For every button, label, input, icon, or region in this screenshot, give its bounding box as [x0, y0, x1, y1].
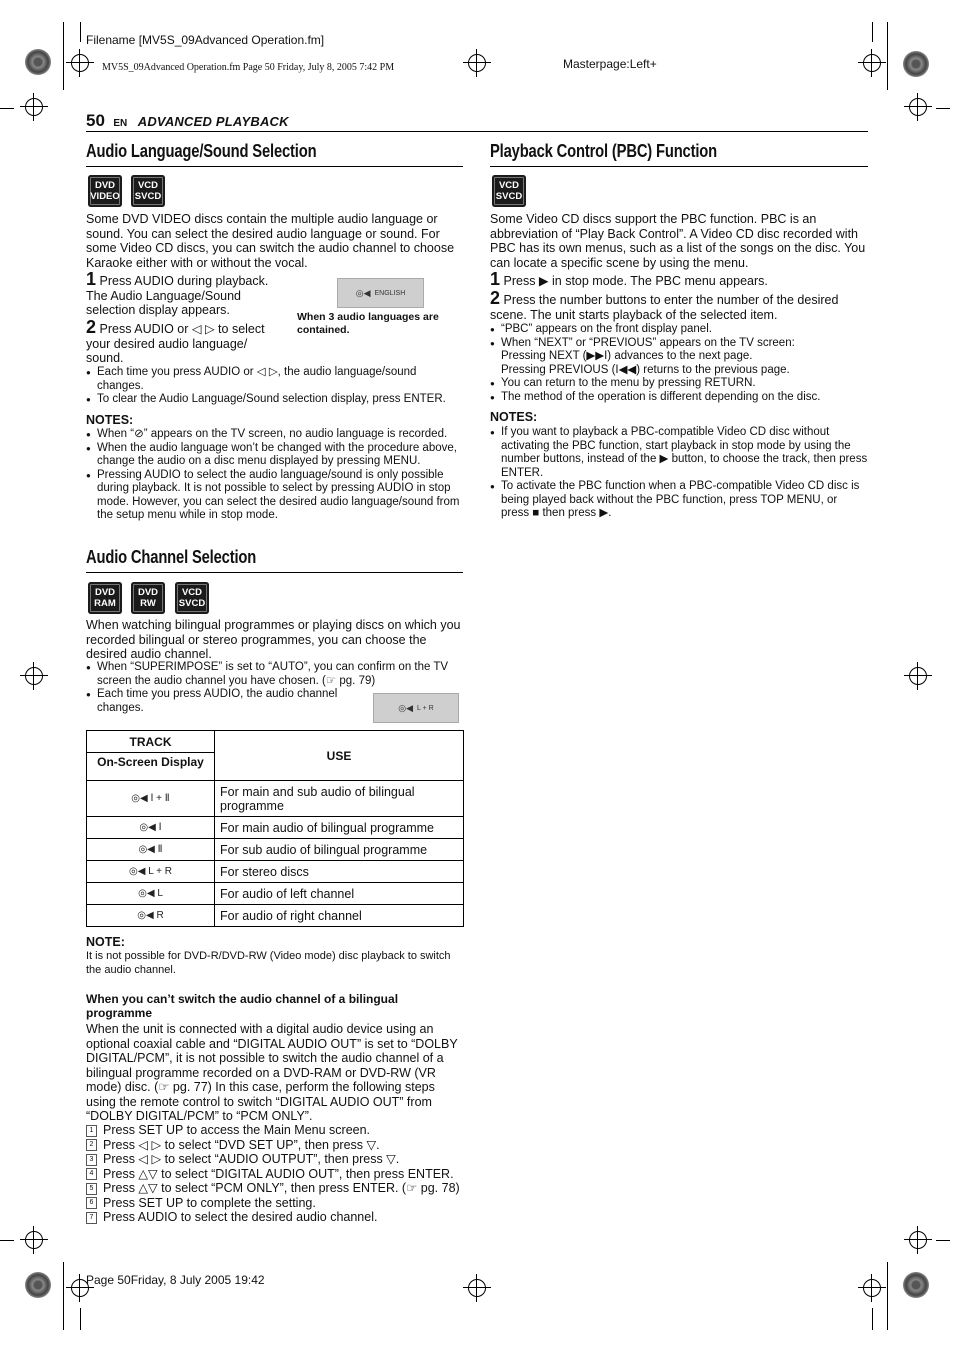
list-item: ● The method of the operation is different depending on the disc.: [490, 391, 868, 405]
table-header-use: USE: [215, 731, 464, 781]
note-text: It is not possible for DVD-R/DVD-RW (Video mode) disc playback to switch the audio channel.: [86, 950, 451, 976]
list-item: ● When “SUPERIMPOSE” is set to “AUTO”, you can confirm on the TV screen the audio channel you have chosen. (☞ pg. 79): [86, 661, 463, 688]
crosshair-icon: [20, 93, 48, 121]
section-title: Playback Control (PBC) Function: [490, 141, 717, 161]
step-1: 1 Press ▶ in stop mode. The PBC menu appears.: [490, 269, 768, 289]
dvd-ram-badge: DVD RAM: [88, 582, 122, 614]
vcd-svcd-badge: VCD SVCD: [175, 582, 209, 614]
next-instruction: Pressing NEXT (▶▶I) advances to the next page.: [501, 350, 753, 362]
crop-mark: [936, 108, 950, 109]
table-header-track: TRACK: [87, 731, 215, 753]
table-row: ◎◀ L + R For stereo discs: [87, 861, 464, 883]
crop-mark: [887, 22, 888, 90]
list-item: ● Each time you press AUDIO or ◁ ▷, the audio language/sound changes.: [86, 366, 463, 393]
crosshair-icon: [904, 93, 932, 121]
procedure-step: 7 Press AUDIO to select the desired audio channel.: [86, 1210, 463, 1225]
speaker-icon: ◎◀: [137, 910, 157, 921]
bullet-list: [86, 366, 463, 407]
speaker-icon: ◎◀: [398, 702, 414, 713]
step-2: 2 Press AUDIO or ◁ ▷ to select your desired audio language/ sound.: [86, 317, 265, 365]
crosshair-icon: [66, 49, 94, 77]
audio-language-osd: ◎◀ ENGLISH: [337, 278, 424, 308]
crop-mark: [80, 22, 81, 42]
crop-mark: [63, 22, 64, 90]
list-item: ● When the audio language won’t be changed with the procedure above, change the audio on a disc menu displayed by pressing MENU.: [86, 442, 463, 469]
vcd-svcd-badge: VCD SVCD: [131, 175, 165, 207]
masterpage-label: Masterpage:Left+: [563, 57, 657, 71]
track-table: [86, 730, 464, 927]
speaker-icon: ◎◀: [131, 793, 151, 804]
page-header: [86, 111, 868, 131]
fm-info-line: MV5S_09Advanced Operation.fm Page 50 Friday, July 8, 2005 7:42 PM: [102, 62, 395, 73]
speaker-icon: ◎◀: [128, 866, 149, 877]
list-item: ● “PBC” appears on the front display panel.: [490, 323, 868, 337]
step-2-text: Press the number buttons to enter the number of the desired scene. The unit starts playback of the selected item.: [490, 293, 839, 322]
notes-heading: NOTES:: [490, 410, 538, 424]
crop-mark: [80, 1308, 81, 1330]
crosshair-icon: [463, 49, 491, 77]
step-1-text: Press AUDIO during playback. The Audio Language/Sound selection display appears.: [86, 274, 269, 317]
crop-mark: [0, 108, 14, 109]
list-item: ● When “⊘” appears on the TV screen, no audio language is recorded.: [86, 428, 463, 442]
crop-mark: [936, 1240, 950, 1241]
list-item: ● To clear the Audio Language/Sound selection display, press ENTER.: [86, 393, 463, 407]
list-item: ● If you want to playback a PBC-compatible Video CD disc without activating the PBC function, start playback in stop mode by using the number buttons, instead of the ▶ button, to choose the track, then press ENTER.: [490, 426, 868, 480]
intro-paragraph: Some DVD VIDEO discs contain the multiple audio language or sound. You can select the desired audio language or sound. For some Video CD discs, you can switch the audio channel to choose Karaoke either with or without the vocal.: [86, 212, 455, 270]
list-item: ● You can return to the menu by pressing RETURN.: [490, 377, 868, 391]
dvd-rw-badge: DVD RW: [131, 582, 165, 614]
crop-mark: [63, 1262, 64, 1330]
list-item: ● Pressing AUDIO to select the audio language/sound is only possible during playback. It is not possible to select by pressing AUDIO in stop mode. However, you can select the desired audio language/sound from the setup menu while in stop mode.: [86, 469, 463, 523]
table-row: ◎◀ Ⅱ For sub audio of bilingual programme: [87, 839, 464, 861]
section-title: Audio Channel Selection: [86, 547, 257, 567]
footer-label: Page 50Friday, 8 July 2005 19:42: [86, 1273, 265, 1287]
procedure-step: 5 Press △▽ to select “PCM ONLY”, then press ENTER. (☞ pg. 78): [86, 1181, 463, 1196]
dvd-video-badge: DVD VIDEO: [88, 175, 122, 207]
subsection-body: When the unit is connected with a digital audio device using an optional coaxial cable and “DIGITAL AUDIO OUT” is set to “DOLBY DIGITAL/PCM”, it is not possible to switch the audio channel of a bilingual programme recorded on a DVD-RAM or DVD-RW (VR mode) disc. (☞ pg. 77) In this case, perform the following steps using the remote control to switch “DIGITAL AUDIO OUT” from “DOLBY DIGITAL/PCM” to “PCM ONLY”.: [86, 1022, 458, 1123]
crop-mark: [872, 1308, 873, 1330]
note-heading: NOTE:: [86, 935, 125, 949]
language-tag: EN: [113, 118, 128, 129]
speaker-icon: ◎◀: [138, 888, 158, 899]
step-2-text: Press AUDIO or ◁ ▷ to select your desired audio language/ sound.: [86, 322, 265, 365]
procedure-step: 6 Press SET UP to complete the setting.: [86, 1196, 463, 1211]
table-row: ◎◀ R For audio of right channel: [87, 905, 464, 927]
table-row: ◎◀ L For audio of left channel: [87, 883, 464, 905]
list-item: ● To activate the PBC function when a PBC-compatible Video CD disc is being played back without the PBC function, press TOP MENU, or press ■ then press ▶.: [490, 480, 868, 521]
intro-paragraph: Some Video CD discs support the PBC function. PBC is an abbreviation of “Play Back Control”. A Video CD disc recorded with PBC has its own menus, such as a list of the songs on the disc. You can locate a specific scene by using the menu.: [490, 212, 866, 270]
step-1: 1 Press AUDIO during playback. The Audio Language/Sound selection display appears.: [86, 269, 269, 317]
notes-list: [86, 428, 463, 523]
registration-disc-icon: [25, 49, 51, 75]
speaker-icon: ◎◀: [355, 287, 371, 298]
filename-label: Filename [MV5S_09Advanced Operation.fm]: [86, 33, 325, 47]
crosshair-icon: [463, 1274, 491, 1302]
intro-paragraph: When watching bilingual programmes or playing discs on which you recorded bilingual or stereo programmes, you can choose the desired audio channel.: [86, 618, 461, 661]
registration-disc-icon: [903, 1272, 929, 1298]
table-header-osd: On-Screen Display: [87, 753, 215, 781]
crop-mark: [872, 22, 873, 42]
crosshair-icon: [20, 1226, 48, 1254]
page-number: 50: [86, 111, 105, 130]
section-rule: [86, 572, 463, 573]
list-item: ● When “NEXT” or “PREVIOUS” appears on the TV screen:: [490, 337, 868, 351]
step-2: 2 Press the number buttons to enter the number of the desired scene. The unit starts playback of the selected item.: [490, 288, 839, 322]
procedure-step: 1 Press SET UP to access the Main Menu screen.: [86, 1123, 463, 1138]
crosshair-icon: [904, 662, 932, 690]
bullet-list: [490, 323, 868, 404]
procedure-step: 3 Press ◁ ▷ to select “AUDIO OUTPUT”, then press ▽.: [86, 1152, 463, 1167]
section-label: ADVANCED PLAYBACK: [137, 114, 289, 129]
registration-disc-icon: [25, 1272, 51, 1298]
vcd-svcd-badge: VCD SVCD: [492, 175, 526, 207]
notes-heading: NOTES:: [86, 413, 134, 427]
crosshair-icon: [858, 1274, 886, 1302]
notes-list: [490, 426, 868, 521]
osd-caption: When 3 audio languages are contained.: [297, 311, 439, 336]
procedure-step: 2 Press ◁ ▷ to select “DVD SET UP”, then press ▽.: [86, 1138, 463, 1153]
crosshair-icon: [858, 49, 886, 77]
procedure-steps: [86, 1123, 463, 1225]
header-rule: [86, 131, 868, 132]
speaker-icon: ◎◀: [139, 822, 159, 833]
table-row: ◎◀ Ⅰ + Ⅱ For main and sub audio of bilingual programme: [87, 781, 464, 817]
procedure-step: 4 Press △▽ to select “DIGITAL AUDIO OUT”, then press ENTER.: [86, 1167, 463, 1182]
crop-mark: [0, 1240, 14, 1241]
previous-instruction: Pressing PREVIOUS (I◀◀) returns to the previous page.: [501, 363, 790, 376]
speaker-icon: ◎◀: [138, 844, 158, 855]
section-rule: [490, 166, 868, 167]
crop-mark: [887, 1262, 888, 1330]
section-title: Audio Language/Sound Selection: [86, 141, 317, 161]
table-row: ◎◀ Ⅰ For main audio of bilingual programme: [87, 817, 464, 839]
subsection-title: When you can’t switch the audio channel of a bilingual programme: [86, 992, 399, 1020]
audio-channel-osd: ◎◀ L + R: [373, 693, 459, 723]
section-rule: [86, 166, 463, 167]
list-item: ● Each time you press AUDIO, the audio channel changes.: [86, 688, 357, 715]
crosshair-icon: [904, 1226, 932, 1254]
step-1-text: Press ▶ in stop mode. The PBC menu appears.: [503, 274, 768, 288]
crosshair-icon: [20, 662, 48, 690]
registration-disc-icon: [903, 51, 929, 77]
